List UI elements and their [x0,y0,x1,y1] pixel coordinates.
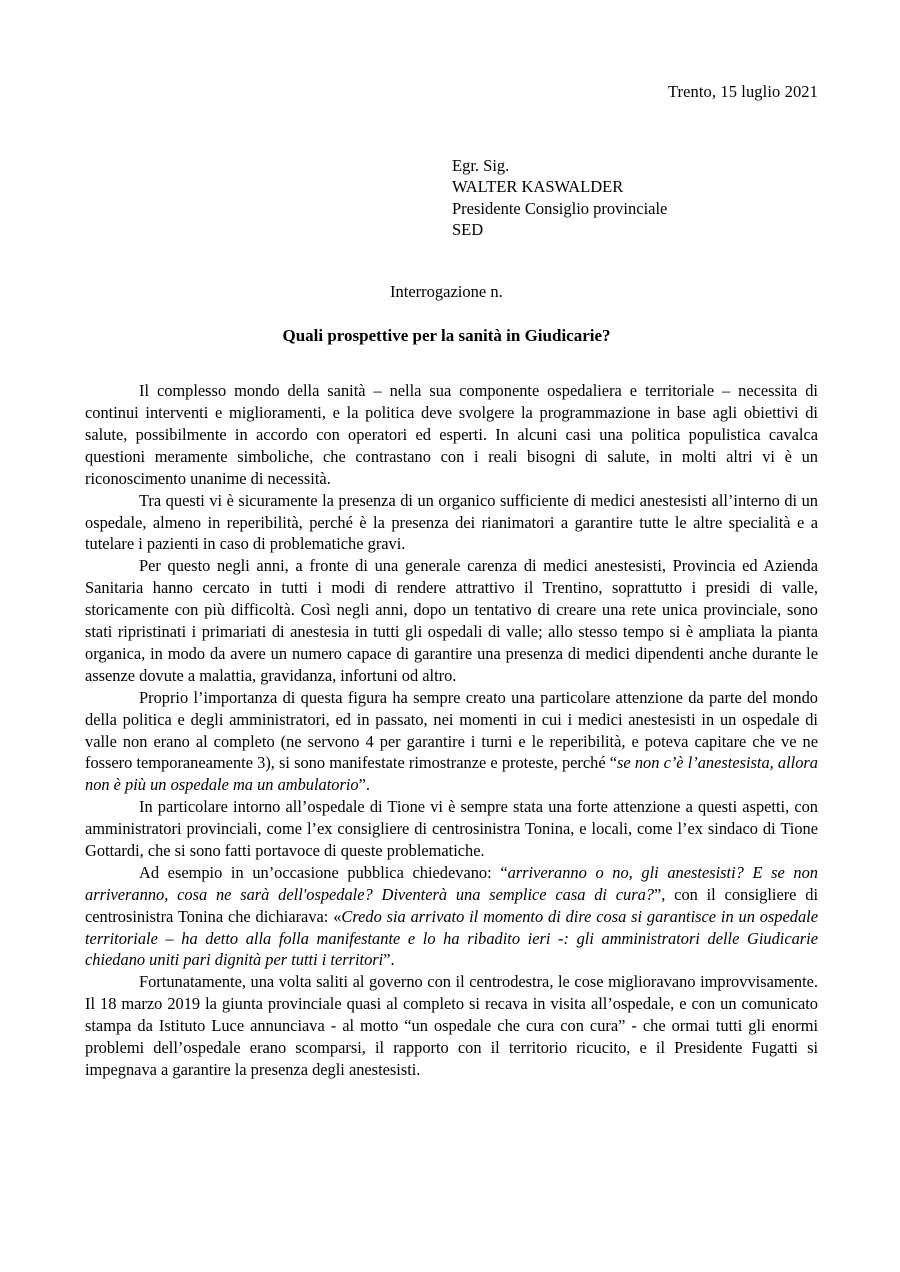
interrogation-number-label: Interrogazione n. [390,282,503,302]
document-body [85,380,818,1081]
body-paragraph [85,380,818,489]
paragraph-text: Fortunatamente, una volta saliti al governo con il centrodestra, le cose miglioravano improvvisamente. Il 18 marzo 2019 la giunta provinciale quasi al completo si recava in visita all’ospedale, e con un comunicato stampa da Istituto Luce annunciava - al motto “un ospedale che cura con cura” - che ormai tutti gli enormi problemi dell’ospedale erano scomparsi, il rapporto con il territorio ricucito, e il Presidente Fugatti si impegnava a garantire la presenza degli anestesisti. [85,972,818,1079]
body-paragraph [85,862,818,971]
body-paragraph [85,971,818,1080]
addressee-block [452,155,818,241]
paragraph-text: ”. [358,775,370,795]
paragraph-text: Per questo negli anni, a fronte di una generale carenza di medici anestesisti, Provincia ed Azienda Sanitaria hanno cercato in tutti i modi di rendere attrattivo il Trentino, soprattutto i presidi di valle, storicamente con più difficoltà. Così negli anni, dopo un tentativo di creare una rete unica provinciale, sono stati ripristinati i primariati di anestesia in tutti gli ospedali di valle; allo stesso tempo si è ampliata la pianta organica, in modo da avere un numero capace di garantire una presenza di medici dipendenti anche durante le assenze dovute a malattia, gravidanza, infortuni od altro. [85,556,818,685]
paragraph-text: Tra questi vi è sicuramente la presenza di un organico sufficiente di medici anestesisti all’interno di un ospedale, almeno in reperibilità, perché è la presenza dei rianimatori a garantire tutte le altre specialità e a tutelare i pazienti in caso di problematiche gravi. [85,490,818,554]
addressee-line-sed: SED [452,219,484,239]
body-paragraph [85,687,818,796]
body-paragraph [85,555,818,686]
addressee-line-role: Presidente Consiglio provinciale [452,198,668,218]
paragraph-text: Il complesso mondo della sanità – nella sua componente ospedaliera e territoriale – necessita di continui interventi e miglioramenti, e la politica deve svolgere la programmazione in base agli obiettivi di salute, possibilmente in accordo con operatori ed esperti. In alcuni casi una politica populistica cavalca questioni meramente simboliche, che contrastano con i reali bisogni di salute, in molti altri vi è un riconoscimento unanime di necessità. [85,381,818,488]
body-paragraph [85,796,818,862]
quoted-italic-text: arriveranno o no, gli anestesisti? E se non arriveranno, cosa ne sarà dell'ospedale? Diventerà una semplice casa di cura? [85,862,818,904]
paragraph-text: Ad esempio in un’occasione pubblica chiedevano: “ [139,862,508,882]
quoted-italic-text: Credo sia arrivato il momento di dire cosa si garantisce in un ospedale territoriale – ha detto alla folla manifestante e lo ha ribadito ieri -: gli amministratori delle Giudicarie chiedano uniti pari dignità per tutti i territori [85,906,818,970]
quoted-italic-text: se non c’è l’anestesista, allora non è più un ospedale ma un ambulatorio [85,753,818,795]
paragraph-text: ”. [383,950,395,970]
page-content-area [85,0,818,1081]
paragraph-text: Proprio l’importanza di questa figura ha sempre creato una particolare attenzione da parte del mondo della politica e degli amministratori, ed in passato, nei momenti in cui i medici anestesisti in un ospedale di valle non erano al completo (ne servono 4 per garantire i turni e le reperibilità, e poteva capitare che ve ne fossero temporaneamente 3), si sono manifestate rimostranze e proteste, perché “ [85,687,818,773]
addressee-line-salutation: Egr. Sig. [452,155,510,175]
body-paragraph [85,490,818,556]
paragraph-text: In particolare intorno all’ospedale di Tione vi è sempre stata una forte attenzione a questi aspetti, con amministratori provinciali, come l’ex consigliere di centrosinistra Tonina, e locali, come l’ex sindaco di Tione Gottardi, che si sono fatti portavoce di queste problematiche. [85,797,818,860]
page-title: Quali prospettive per la sanità in Giudicarie? [282,326,611,345]
paragraph-text: ”, con il consigliere di centrosinistra Tonina che dichiarava: « [85,884,818,926]
date-line: Trento, 15 luglio 2021 [667,82,818,101]
addressee-line-name: WALTER KASWALDER [452,177,624,197]
